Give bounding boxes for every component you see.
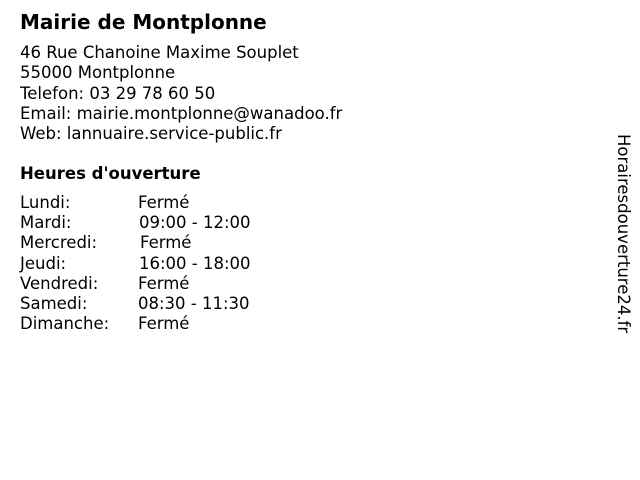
hours-heading: Heures d'ouverture [20,164,201,183]
brand-watermark-text: Horairesdouverture24.fr [614,134,633,334]
email-address: Email: mairie.montplonne@wanadoo.fr [20,103,343,123]
day-label: Jeudi: [20,253,67,273]
contact-block [20,43,342,144]
day-label: Lundi: [20,193,71,212]
time-value: 09:00 - 12:00 [139,213,251,233]
time-value: Fermé [138,314,190,334]
time-value: 16:00 - 18:00 [139,253,251,273]
website-address: Web: lannuaire.service-public.fr [20,124,282,144]
address-city: 55000 Montplonne [20,63,176,83]
day-label: Samedi: [20,293,88,313]
address-street: 46 Rue Chanoine Maxime Souplet [20,43,299,62]
phone-number: Telefon: 03 29 78 60 50 [20,83,216,103]
time-value: Fermé [138,193,190,212]
time-value: Fermé [138,273,190,293]
day-label: Mardi: [20,213,72,233]
day-label: Dimanche: [20,314,110,334]
day-label: Mercredi: [20,233,98,253]
time-value: 08:30 - 11:30 [138,293,250,313]
day-label: Vendredi: [20,273,99,293]
page-title: Mairie de Montplonne [20,10,267,34]
time-value: Fermé [140,233,192,253]
